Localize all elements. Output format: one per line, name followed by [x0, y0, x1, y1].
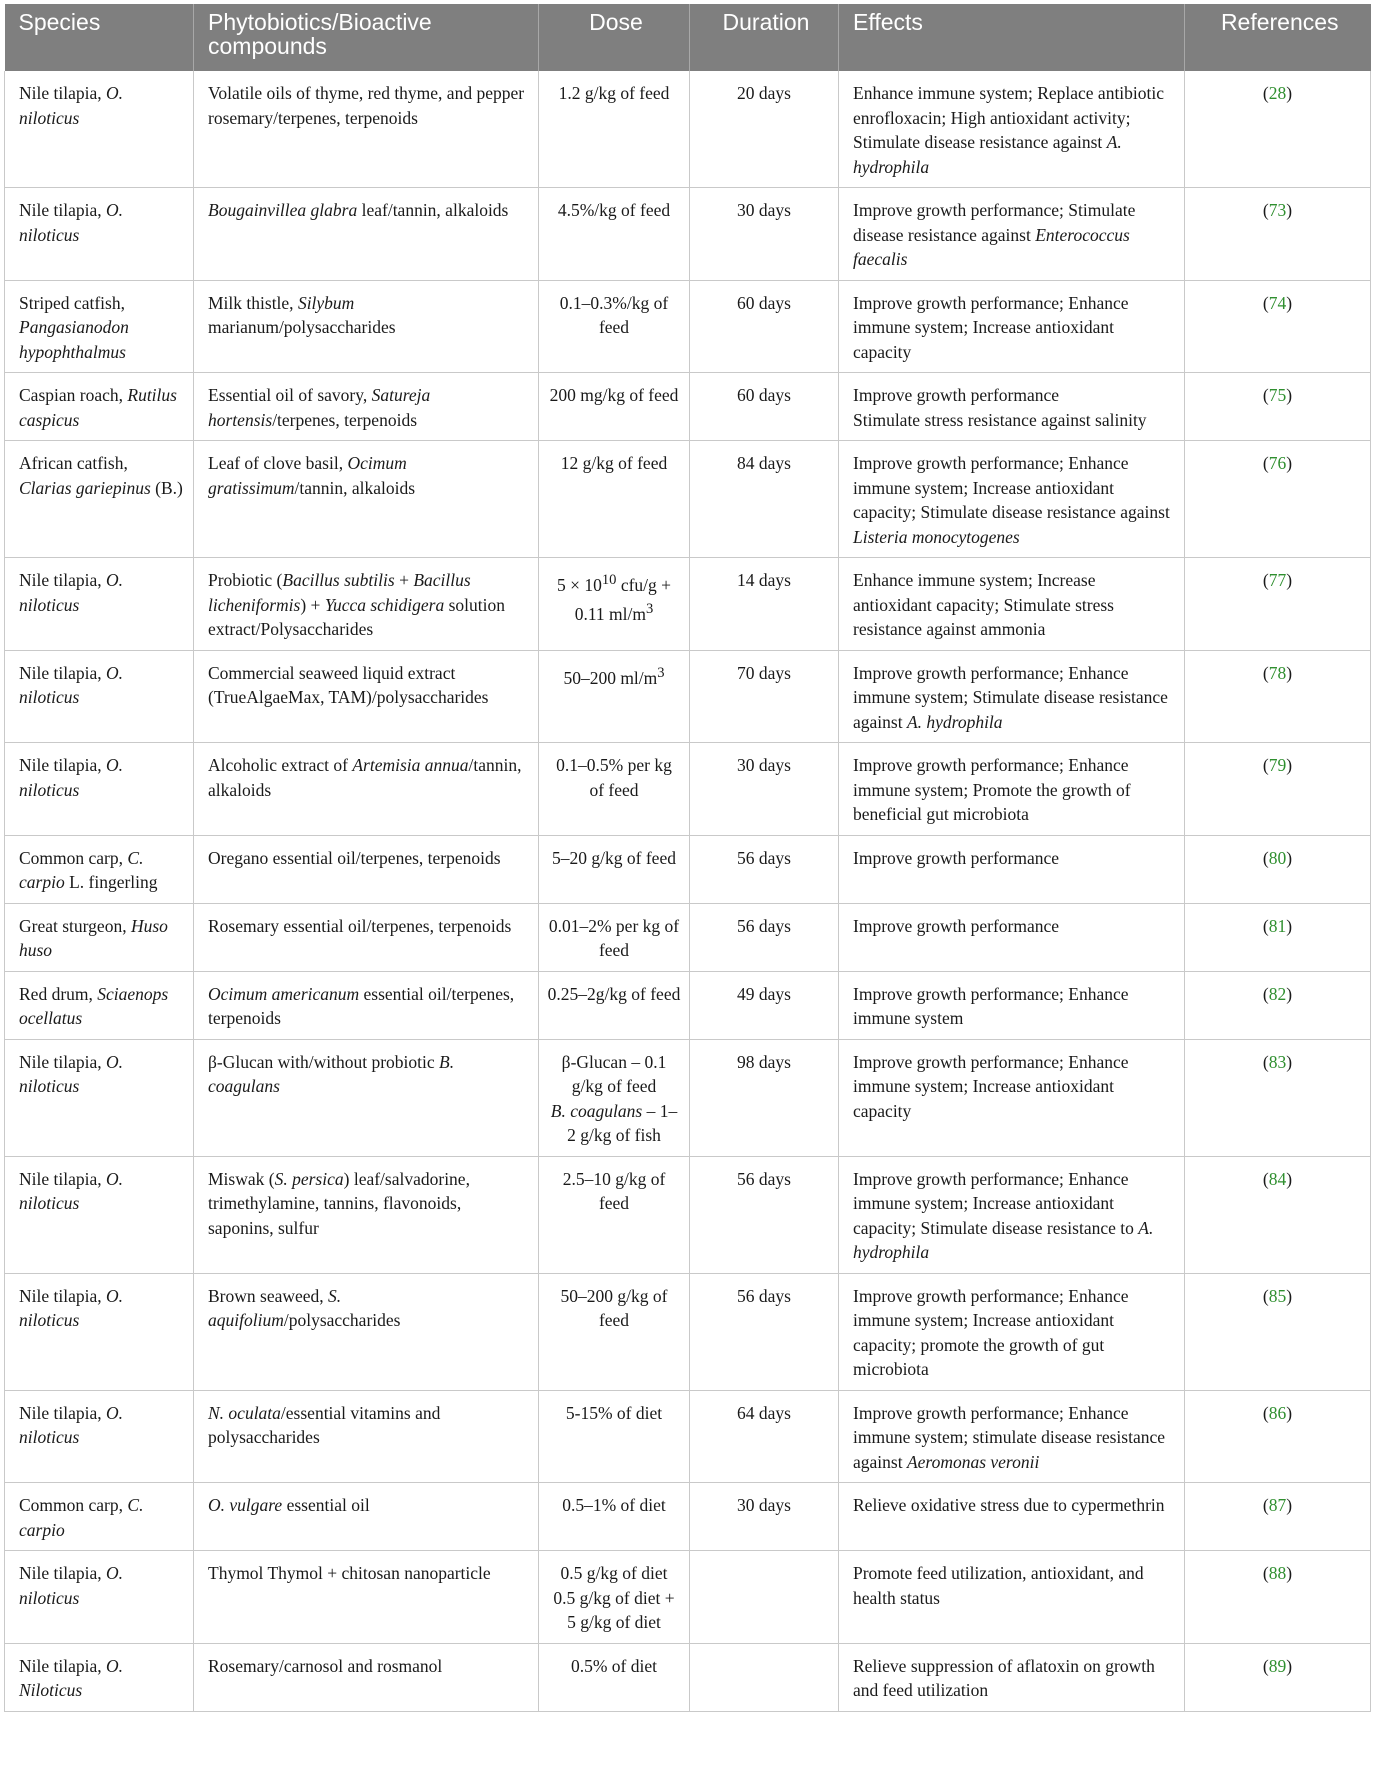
duration-cell: 56 days [690, 1156, 839, 1273]
compound-cell: Thymol Thymol + chitosan nanoparticle [194, 1551, 539, 1644]
effects-cell: Improve growth performance; Enhance immune system; Increase antioxidant capacity; Stimulate disease resistance against Listeria monocytogenes [839, 441, 1185, 558]
reference-cell: (80) [1185, 835, 1371, 903]
effects-cell: Relieve suppression of aflatoxin on growth and feed utilization [839, 1643, 1185, 1711]
compound-cell: Milk thistle, Silybum marianum/polysaccharides [194, 280, 539, 373]
reference-link[interactable]: 80 [1268, 847, 1287, 868]
table-row [5, 1483, 1371, 1551]
reference-cell: (84) [1185, 1156, 1371, 1273]
dose-cell: 1.2 g/kg of feed [539, 71, 690, 188]
reference-cell: (74) [1185, 280, 1371, 373]
table-row [5, 1643, 1371, 1711]
table-row [5, 373, 1371, 441]
compound-cell: Essential oil of savory, Satureja hortensis/terpenes, terpenoids [194, 373, 539, 441]
table-row [5, 558, 1371, 651]
effects-cell: Improve growth performance [839, 903, 1185, 971]
dose-cell: 2.5–10 g/kg of feed [539, 1156, 690, 1273]
compound-cell: O. vulgare essential oil [194, 1483, 539, 1551]
header-phytobiotics: Phytobiotics/Bioactive compounds [194, 4, 539, 71]
reference-link[interactable]: 89 [1268, 1655, 1287, 1676]
reference-cell: (75) [1185, 373, 1371, 441]
reference-link[interactable]: 81 [1268, 915, 1287, 936]
dose-cell: 0.5–1% of diet [539, 1483, 690, 1551]
species-cell: Common carp, C. carpio [5, 1483, 194, 1551]
species-cell: Nile tilapia, O. niloticus [5, 1551, 194, 1644]
duration-cell: 20 days [690, 71, 839, 188]
species-cell: Nile tilapia, O. niloticus [5, 188, 194, 281]
compound-cell: Miswak (S. persica) leaf/salvadorine, trimethylamine, tannins, flavonoids, saponins, sulfur [194, 1156, 539, 1273]
dose-cell: 200 mg/kg of feed [539, 373, 690, 441]
table-row [5, 743, 1371, 836]
effects-cell: Improve growth performance; Enhance immune system; Increase antioxidant capacity; promote the growth of gut microbiota [839, 1273, 1185, 1390]
table-row [5, 971, 1371, 1039]
duration-cell: 56 days [690, 903, 839, 971]
effects-cell: Promote feed utilization, antioxidant, and health status [839, 1551, 1185, 1644]
table-row [5, 188, 1371, 281]
dose-cell: β-Glucan – 0.1 g/kg of feed B. coagulans – 1–2 g/kg of fish [539, 1039, 690, 1156]
species-cell: African catfish, Clarias gariepinus (B.) [5, 441, 194, 558]
effects-cell: Improve growth performance; Enhance immune system; Promote the growth of beneficial gut microbiota [839, 743, 1185, 836]
reference-cell: (81) [1185, 903, 1371, 971]
effects-cell: Improve growth performance; Enhance immune system [839, 971, 1185, 1039]
reference-link[interactable]: 82 [1268, 983, 1287, 1004]
effects-cell: Improve growth performance; Enhance immune system; Increase antioxidant capacity [839, 1039, 1185, 1156]
dose-cell: 0.25–2g/kg of feed [539, 971, 690, 1039]
table-row [5, 280, 1371, 373]
reference-cell: (82) [1185, 971, 1371, 1039]
species-cell: Nile tilapia, O. niloticus [5, 71, 194, 188]
header-row [5, 4, 1371, 71]
compound-cell: N. oculata/essential vitamins and polysaccharides [194, 1390, 539, 1483]
duration-cell: 60 days [690, 373, 839, 441]
effects-cell: Improve growth performance Stimulate stress resistance against salinity [839, 373, 1185, 441]
dose-cell: 12 g/kg of feed [539, 441, 690, 558]
reference-cell: (89) [1185, 1643, 1371, 1711]
species-cell: Red drum, Sciaenops ocellatus [5, 971, 194, 1039]
table-row [5, 650, 1371, 743]
table-row [5, 71, 1371, 188]
effects-cell: Improve growth performance; Stimulate disease resistance against Enterococcus faecalis [839, 188, 1185, 281]
header-effects: Effects [839, 4, 1185, 71]
compound-cell: Brown seaweed, S. aquifolium/polysaccharides [194, 1273, 539, 1390]
reference-cell: (76) [1185, 441, 1371, 558]
table-row [5, 1551, 1371, 1644]
dose-cell: 0.01–2% per kg of feed [539, 903, 690, 971]
reference-cell: (86) [1185, 1390, 1371, 1483]
species-cell: Nile tilapia, O. niloticus [5, 1039, 194, 1156]
dose-cell: 5-15% of diet [539, 1390, 690, 1483]
duration-cell: 84 days [690, 441, 839, 558]
compound-cell: Ocimum americanum essential oil/terpenes, terpenoids [194, 971, 539, 1039]
reference-link[interactable]: 87 [1268, 1495, 1287, 1515]
compound-cell: Alcoholic extract of Artemisia annua/tannin, alkaloids [194, 743, 539, 836]
effects-cell: Improve growth performance; Enhance immune system; Increase antioxidant capacity [839, 280, 1185, 373]
species-cell: Nile tilapia, O. niloticus [5, 558, 194, 651]
species-cell: Nile tilapia, O. niloticus [5, 1273, 194, 1390]
dose-cell: 5–20 g/kg of feed [539, 835, 690, 903]
duration-cell: 60 days [690, 280, 839, 373]
table-row [5, 1039, 1371, 1156]
effects-cell: Relieve oxidative stress due to cypermethrin [839, 1483, 1185, 1551]
duration-cell: 14 days [690, 558, 839, 651]
duration-cell: 30 days [690, 188, 839, 281]
duration-cell [690, 1643, 839, 1711]
reference-link[interactable]: 77 [1268, 570, 1287, 590]
compound-cell: Commercial seaweed liquid extract (TrueAlgaeMax, TAM)/polysaccharides [194, 650, 539, 743]
header-species: Species [5, 4, 194, 71]
compound-cell: Bougainvillea glabra leaf/tannin, alkaloids [194, 188, 539, 281]
reference-link[interactable]: 83 [1268, 1051, 1287, 1072]
duration-cell: 98 days [690, 1039, 839, 1156]
reference-link[interactable]: 75 [1268, 385, 1287, 405]
dose-cell: 0.5% of diet [539, 1643, 690, 1711]
effects-cell: Improve growth performance [839, 835, 1185, 903]
duration-cell: 49 days [690, 971, 839, 1039]
effects-cell: Improve growth performance; Enhance immune system; stimulate disease resistance against Aeromonas veronii [839, 1390, 1185, 1483]
species-cell: Nile tilapia, O. niloticus [5, 1156, 194, 1273]
reference-link[interactable]: 84 [1268, 1168, 1287, 1189]
reference-link[interactable]: 76 [1268, 453, 1287, 473]
duration-cell: 70 days [690, 650, 839, 743]
dose-cell: $5 \times 10^{10}$ cfu/g + 0.11 $ml/m^3$ [539, 558, 690, 651]
reference-cell: (88) [1185, 1551, 1371, 1644]
reference-link[interactable]: 28 [1268, 83, 1287, 103]
compound-cell: β-Glucan with/without probiotic B. coagulans [194, 1039, 539, 1156]
duration-cell: 56 days [690, 1273, 839, 1390]
reference-cell: (78) [1185, 650, 1371, 743]
effects-cell: Improve growth performance; Enhance immune system; Increase antioxidant capacity; Stimulate disease resistance to A. hydrophila [839, 1156, 1185, 1273]
reference-cell: (73) [1185, 188, 1371, 281]
species-cell: Caspian roach, Rutilus caspicus [5, 373, 194, 441]
compound-cell: Rosemary/carnosol and rosmanol [194, 1643, 539, 1711]
table-row [5, 835, 1371, 903]
species-cell: Nile tilapia, O. niloticus [5, 1390, 194, 1483]
species-cell: Striped catfish, Pangasianodon hypophthalmus [5, 280, 194, 373]
dose-cell: 4.5%/kg of feed [539, 188, 690, 281]
compound-cell: Volatile oils of thyme, red thyme, and pepper rosemary/terpenes, terpenoids [194, 71, 539, 188]
table-row [5, 1390, 1371, 1483]
reference-cell: (83) [1185, 1039, 1371, 1156]
dose-cell: 0.1–0.5% per kg of feed [539, 743, 690, 836]
effects-cell: Improve growth performance; Enhance immune system; Stimulate disease resistance against A. hydrophila [839, 650, 1185, 743]
compound-cell: Leaf of clove basil, Ocimum gratissimum/tannin, alkaloids [194, 441, 539, 558]
compound-cell: Rosemary essential oil/terpenes, terpenoids [194, 903, 539, 971]
reference-link[interactable]: 78 [1268, 662, 1287, 683]
reference-link[interactable]: 85 [1268, 1285, 1287, 1306]
species-cell: Nile tilapia, O. niloticus [5, 743, 194, 836]
compound-cell: Oregano essential oil/terpenes, terpenoids [194, 835, 539, 903]
reference-cell: (28) [1185, 71, 1371, 188]
reference-link[interactable]: 74 [1268, 292, 1287, 313]
species-cell: Nile tilapia, O. niloticus [5, 650, 194, 743]
dose-cell: 50–200 $ml/m^3$ [539, 650, 690, 743]
header-duration: Duration [690, 4, 839, 71]
reference-cell: (77) [1185, 558, 1371, 651]
reference-link[interactable]: 73 [1268, 200, 1287, 220]
dose-cell: 0.1–0.3%/kg of feed [539, 280, 690, 373]
reference-cell: (85) [1185, 1273, 1371, 1390]
duration-cell: 56 days [690, 835, 839, 903]
dose-cell: 50–200 g/kg of feed [539, 1273, 690, 1390]
reference-link[interactable]: 88 [1268, 1563, 1287, 1583]
reference-link[interactable]: 86 [1268, 1402, 1287, 1423]
species-cell: Common carp, C. carpio L. fingerling [5, 835, 194, 903]
duration-cell: 30 days [690, 743, 839, 836]
effects-cell: Enhance immune system; Replace antibiotic enrofloxacin; High antioxidant activity; Stimulate disease resistance against A. hydrophila [839, 71, 1185, 188]
reference-cell: (79) [1185, 743, 1371, 836]
dose-cell: 0.5 g/kg of diet 0.5 g/kg of diet + 5 g/kg of diet [539, 1551, 690, 1644]
effects-cell: Enhance immune system; Increase antioxidant capacity; Stimulate stress resistance against ammonia [839, 558, 1185, 651]
table-row [5, 1156, 1371, 1273]
reference-link[interactable]: 79 [1268, 755, 1287, 775]
species-cell: Nile tilapia, O. Niloticus [5, 1643, 194, 1711]
compound-cell: Probiotic (Bacillus subtilis + Bacillus licheniformis) + Yucca schidigera solution extract/Polysaccharides [194, 558, 539, 651]
duration-cell: 64 days [690, 1390, 839, 1483]
header-references: References [1185, 4, 1371, 71]
data-table [4, 4, 1371, 1712]
table-row [5, 441, 1371, 558]
table-row [5, 903, 1371, 971]
header-dose: Dose [539, 4, 690, 71]
duration-cell [690, 1551, 839, 1644]
duration-cell: 30 days [690, 1483, 839, 1551]
species-cell: Great sturgeon, Huso huso [5, 903, 194, 971]
reference-cell: (87) [1185, 1483, 1371, 1551]
table-row [5, 1273, 1371, 1390]
